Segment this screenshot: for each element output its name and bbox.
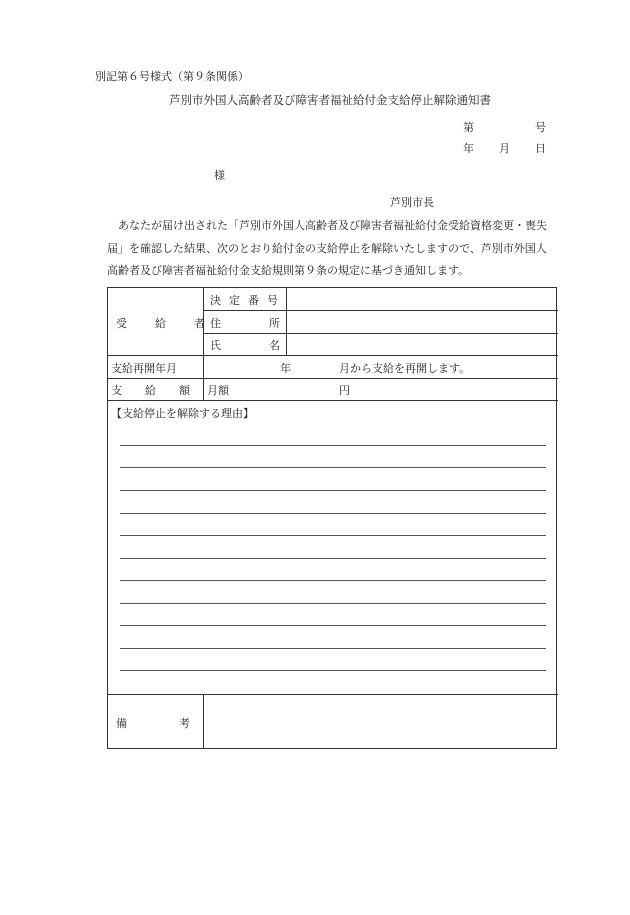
table-divider: [203, 333, 558, 334]
reason-ruled-line: [120, 558, 546, 559]
remarks-field[interactable]: [208, 698, 553, 744]
number-suffix: 号: [535, 121, 546, 134]
reason-ruled-line: [120, 490, 546, 491]
date-year-label: 年: [463, 142, 474, 155]
reason-ruled-line: [120, 625, 546, 626]
date-day-label: 日: [535, 142, 546, 155]
yen-unit: 円: [339, 384, 350, 397]
recipient-label: 受給者: [116, 317, 233, 330]
name-label-text: 氏名: [210, 339, 328, 352]
number-prefix: 第: [463, 121, 474, 134]
decision-number-label: 決定番号: [210, 294, 286, 307]
reason-ruled-line: [120, 580, 546, 581]
address-label: [210, 315, 328, 331]
addressee-suffix: 様: [214, 169, 225, 182]
monthly-amount-label: 月額: [207, 384, 229, 397]
resume-text: 月から支給を再開します。: [339, 362, 471, 375]
notice-form-table: [107, 287, 557, 749]
issuer-name: 芦別市長: [390, 196, 434, 209]
resume-month-label: 支給再開年月: [111, 362, 177, 375]
table-divider: [108, 355, 558, 356]
reason-ruled-line: [120, 603, 546, 604]
notice-body-text: あなたが届け出された「芦別市外国人高齢者及び障害者福祉給付金受給資格変更・喪失届」を確認した結果、次のとおり給付金の支給停止を解除いたしますので、芦別市外国人高齢者及び障害者福祉給付金支給規則第９条の規定に基づき通知します。: [107, 219, 547, 277]
resume-year-unit: 年: [280, 362, 291, 375]
reason-heading: 【支給停止を解除する理由】: [111, 407, 254, 420]
reason-ruled-line: [120, 670, 546, 671]
document-title: 芦別市外国人高齢者及び障害者福祉給付金支給停止解除通知書: [169, 93, 491, 107]
table-divider: [108, 694, 558, 695]
address-label-text: 住所: [210, 317, 328, 330]
amount-label: 支給額: [111, 384, 213, 397]
reason-ruled-line: [120, 648, 546, 649]
reason-ruled-line: [120, 513, 546, 514]
address-field[interactable]: [296, 315, 551, 329]
decision-number-field[interactable]: [296, 292, 551, 306]
table-divider: [203, 310, 558, 311]
table-divider: [108, 400, 558, 401]
remarks-label: 備考: [116, 717, 242, 730]
reason-ruled-line: [120, 445, 546, 446]
reason-ruled-line: [120, 467, 546, 468]
reason-ruled-line: [120, 535, 546, 536]
date-month-label: 月: [499, 142, 510, 155]
table-divider: [108, 378, 558, 379]
name-field[interactable]: [296, 337, 551, 351]
form-reference: 別記第６号様式（第９条関係）: [95, 70, 249, 83]
